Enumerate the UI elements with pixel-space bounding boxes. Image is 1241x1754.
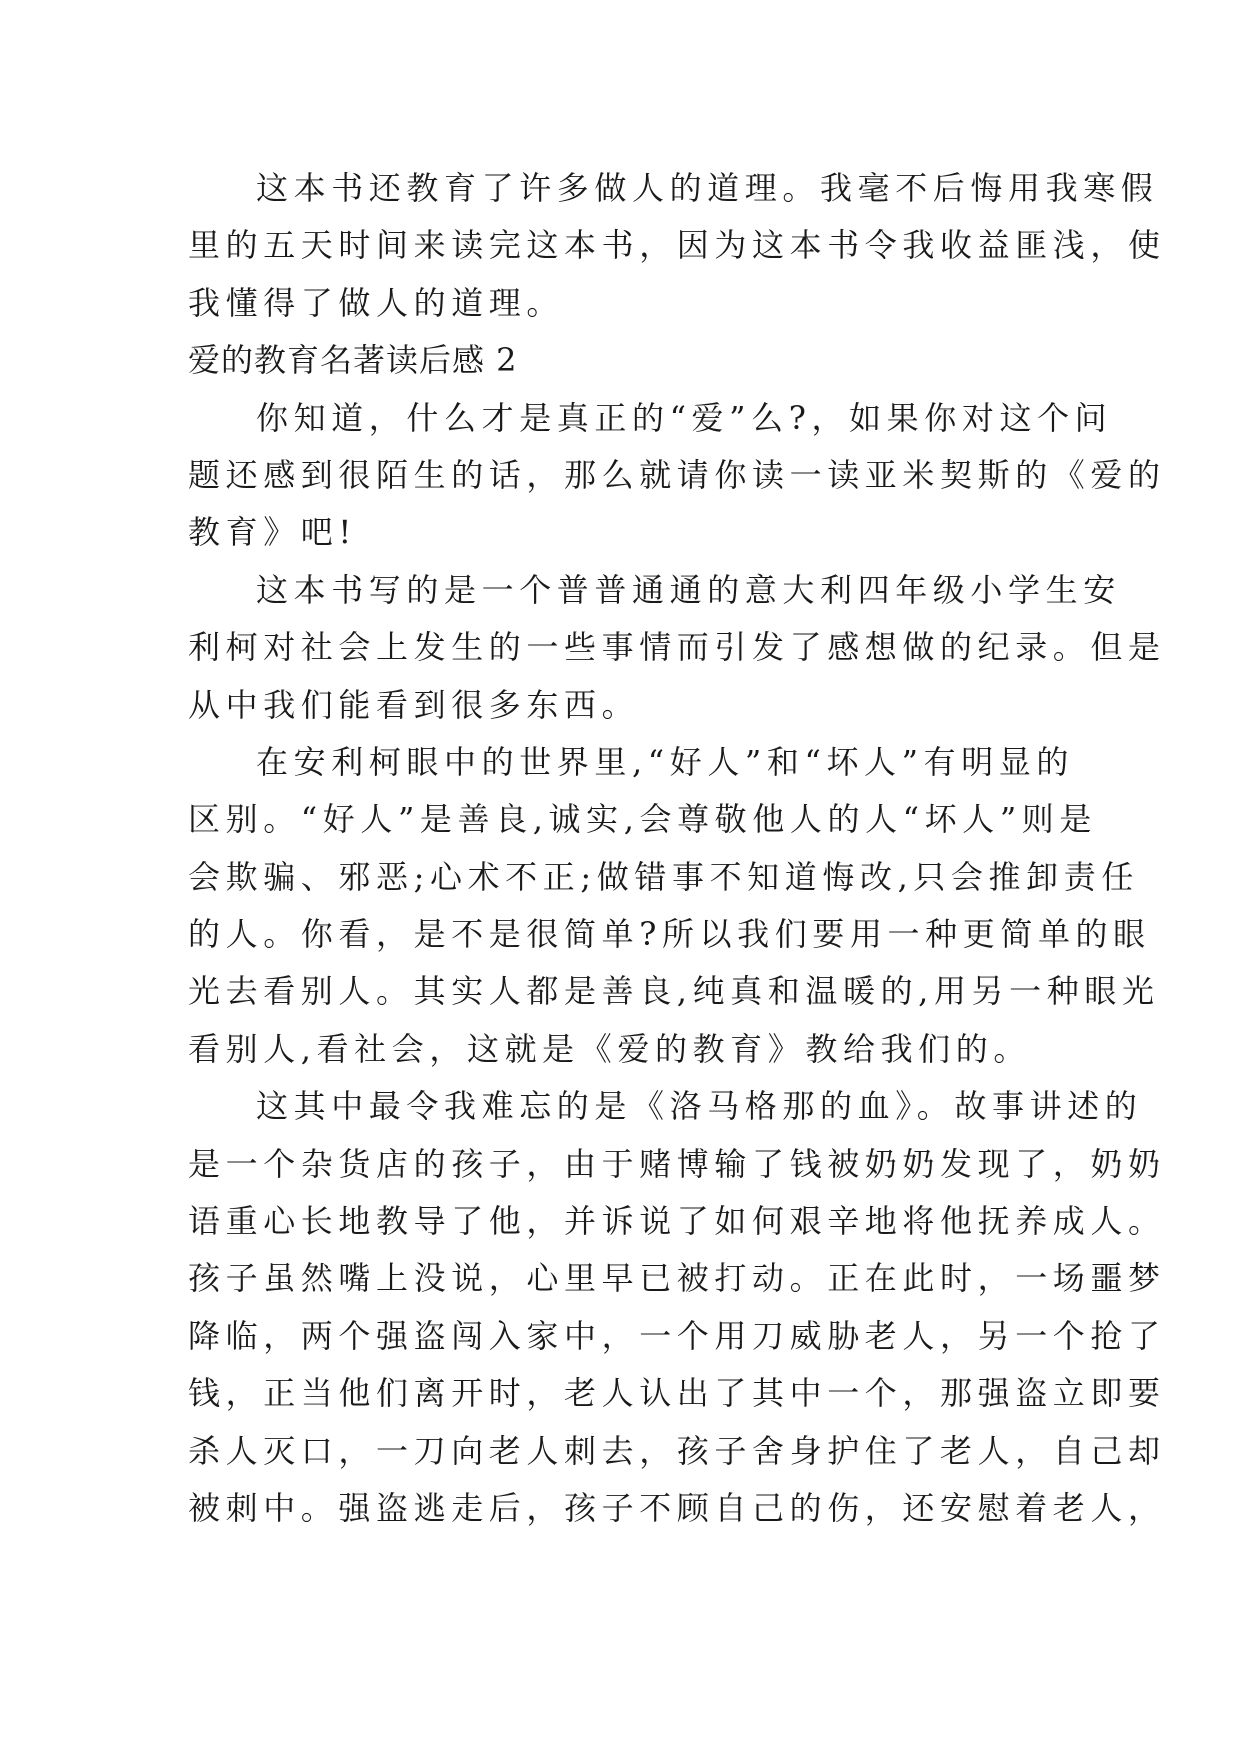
text-line: 看别人,看社会，这就是《爱的教育》教给我们的。 (188, 1029, 1031, 1068)
text-line: 这本书还教育了许多做人的道理。我毫不后悔用我寒假 (256, 169, 1159, 207)
text-line: 杀人灭口，一刀向老人刺去，孩子舍身护住了老人，自己却 (188, 1431, 1166, 1470)
text-line: 会欺骗、邪恶;心术不正;做错事不知道悔改,只会推卸责任 (188, 857, 1139, 896)
text-line: 这其中最令我难忘的是《洛马格那的血》。故事讲述的 (256, 1087, 1143, 1126)
text-line: 钱，正当他们离开时，老人认出了其中一个，那强盗立即要 (188, 1374, 1166, 1413)
text-line: 在安利柯眼中的世界里,“好人”和“坏人”有明显的 (256, 742, 1075, 781)
text-line: 从中我们能看到很多东西。 (188, 685, 640, 724)
text-line: 孩子虽然嘴上没说，心里早已被打动。正在此时，一场噩梦 (188, 1259, 1166, 1298)
text-line: 你知道，什么才是真正的“爱”么?，如果你对这个问 (256, 398, 1113, 437)
text-line: 是一个杂货店的孩子，由于赌博输了钱被奶奶发现了，奶奶 (188, 1144, 1166, 1183)
text-line: 区别。“好人”是善良,诚实,会尊敬他人的人“坏人”则是 (188, 800, 1097, 839)
text-line: 降临，两个强盗闯入家中，一个用刀威胁老人，另一个抢了 (188, 1316, 1166, 1355)
text-line: 题还感到很陌生的话，那么就请你读一读亚米契斯的《爱的 (188, 455, 1166, 494)
text-line: 被刺中。强盗逃走后，孩子不顾自己的伤，还安慰着老人， (188, 1488, 1166, 1527)
text-line: 语重心长地教导了他，并诉说了如何艰辛地将他抚养成人。 (188, 1202, 1166, 1241)
text-line: 利柯对社会上发生的一些事情而引发了感想做的纪录。但是 (188, 628, 1166, 667)
text-line: 我懂得了做人的道理。 (188, 283, 565, 322)
text-line: 教育》吧! (188, 513, 357, 552)
text-line: 这本书写的是一个普普通通的意大利四年级小学生安 (256, 570, 1121, 609)
section-heading: 爱的教育名著读后感 2 (188, 341, 518, 380)
document-body (188, 160, 1166, 1537)
text-line: 里的五天时间来读完这本书，因为这本书令我收益匪浅，使 (188, 226, 1166, 265)
text-line: 的人。你看，是不是很简单?所以我们要用一种更简单的眼 (188, 915, 1151, 954)
text-line: 光去看别人。其实人都是善良,纯真和温暖的,用另一种眼光 (188, 972, 1160, 1011)
